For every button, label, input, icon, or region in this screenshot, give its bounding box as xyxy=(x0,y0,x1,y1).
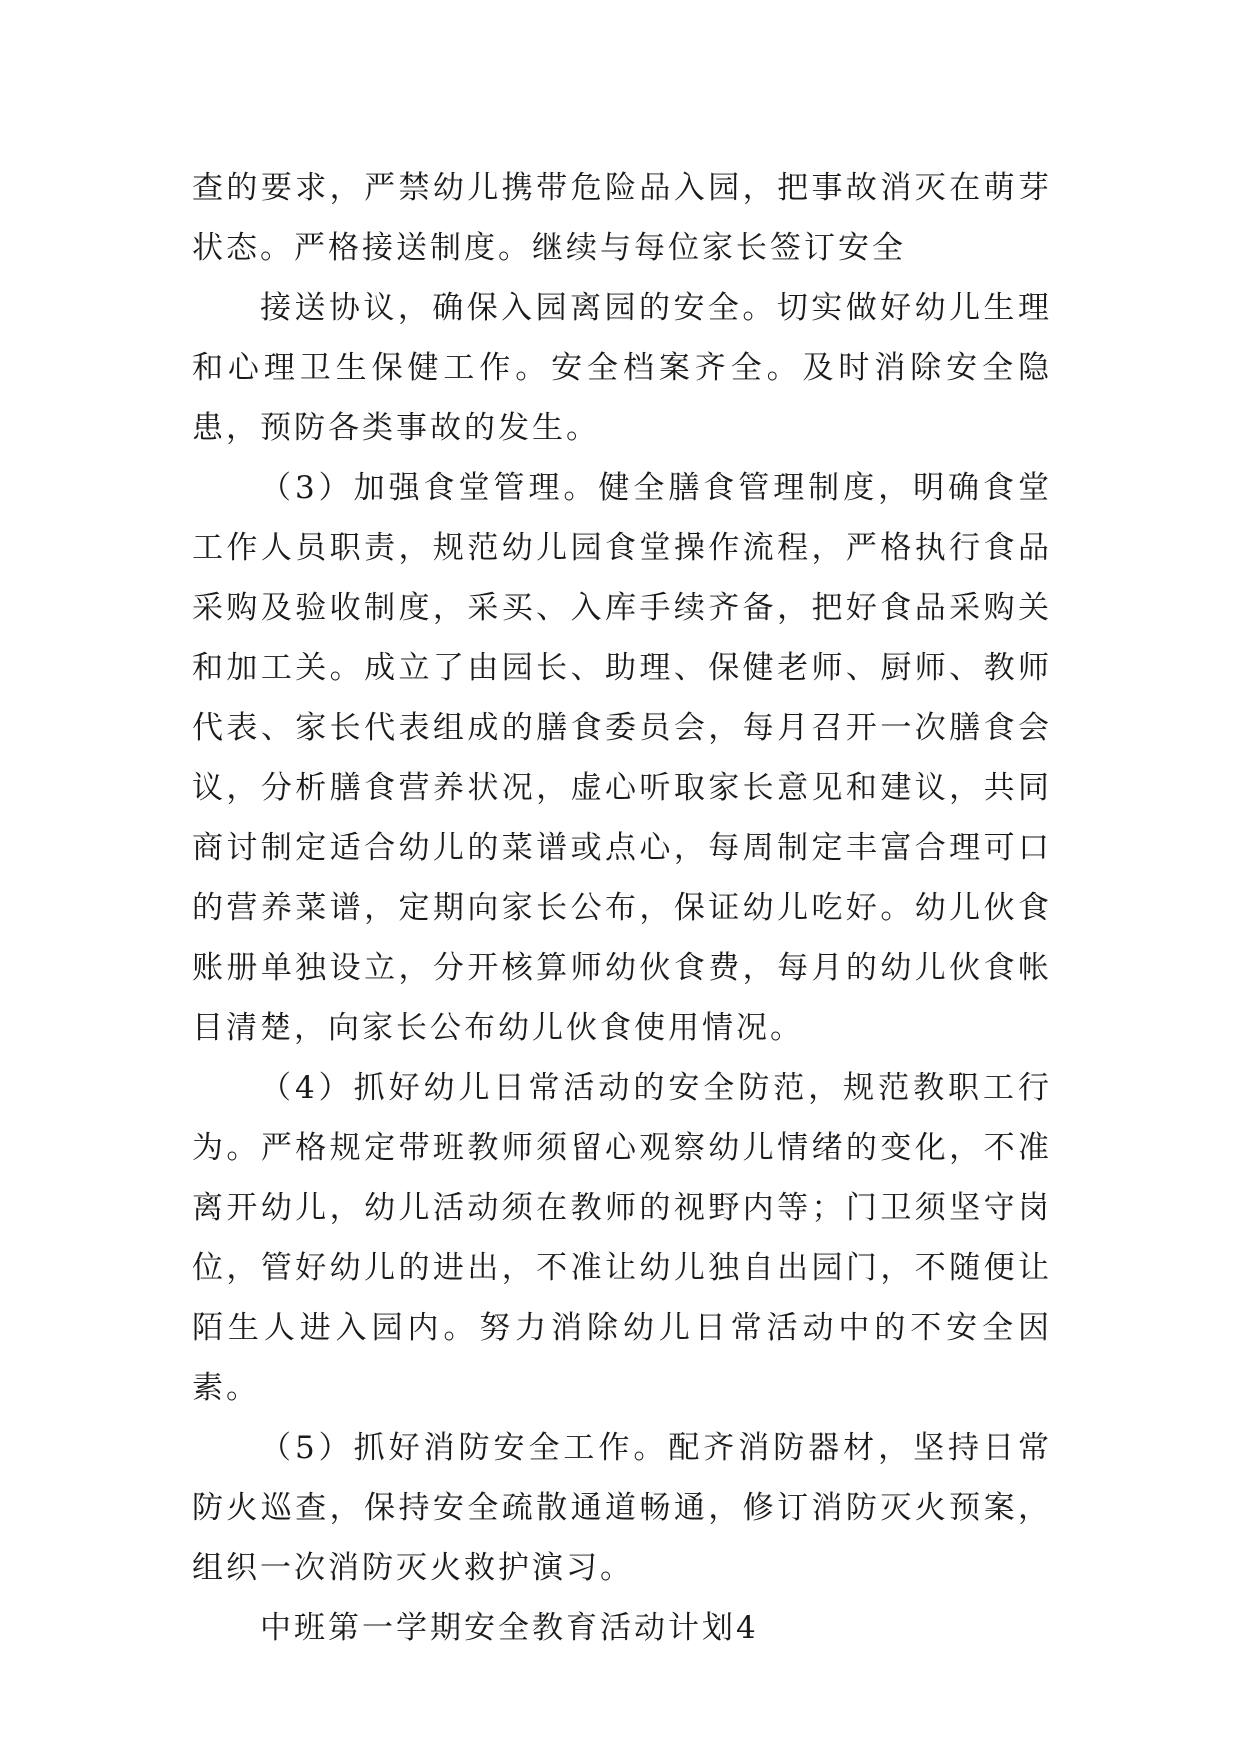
paragraph-fire-safety: （5）抓好消防安全工作。配齐消防器材，坚持日常防火巡查，保持安全疏散通道畅通，修订消防灭火预案，组织一次消防灭火救护演习。 xyxy=(192,1430,1052,1586)
paragraph-continuation: 查的要求，严禁幼儿携带危险品入园，把事故消灭在萌芽状态。严格接送制度。继续与每位家长签订安全 xyxy=(192,170,1052,266)
paragraph-pickup-agreement: 接送协议，确保入园离园的安全。切实做好幼儿生理和心理卫生保健工作。安全档案齐全。及时消除安全隐患，预防各类事故的发生。 xyxy=(192,290,1052,446)
paragraph-daily-activity-safety: （4）抓好幼儿日常活动的安全防范，规范教职工行为。严格规定带班教师须留心观察幼儿情绪的变化，不准离开幼儿，幼儿活动须在教师的视野内等；门卫须坚守岗位，管好幼儿的进出，不准让幼儿独自出园门，不随便让陌生人进入园内。努力消除幼儿日常活动中的不安全因素。 xyxy=(192,1070,1052,1406)
body-text xyxy=(192,158,1052,1658)
section-heading: 中班第一学期安全教育活动计划4 xyxy=(260,1610,759,1646)
paragraph-canteen-management: （3）加强食堂管理。健全膳食管理制度，明确食堂工作人员职责，规范幼儿园食堂操作流程，严格执行食品采购及验收制度，采买、入库手续齐备，把好食品采购关和加工关。成立了由园长、助理、保健老师、厨师、教师代表、家长代表组成的膳食委员会，每月召开一次膳食会议，分析膳食营养状况，虚心听取家长意见和建议，共同商讨制定适合幼儿的菜谱或点心，每周制定丰富合理可口的营养菜谱，定期向家长公布，保证幼儿吃好。幼儿伙食账册单独设立，分开核算师幼伙食费，每月的幼儿伙食帐目清楚，向家长公布幼儿伙食使用情况。 xyxy=(192,470,1052,1046)
